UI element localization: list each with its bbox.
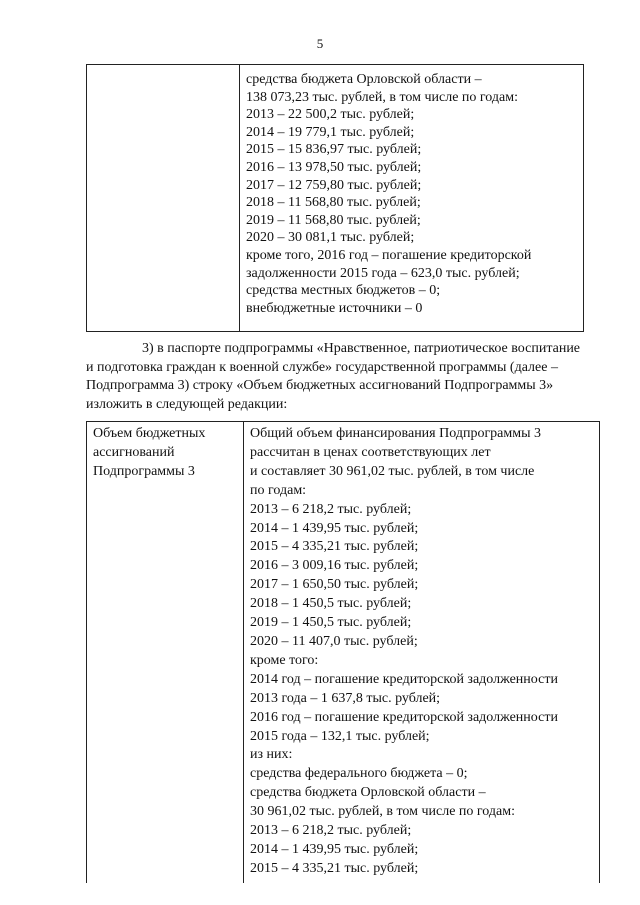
table2-label-line: ассигнований [93,444,175,460]
table1-text-line: внебюджетные источники – 0 [246,300,423,316]
budget-table-continued [86,64,584,332]
table1-text-line: 2020 – 30 081,1 тыс. рублей; [246,230,415,246]
table2-text-line: 2013 – 6 218,2 тыс. рублей; [250,501,412,517]
table2-right-lines [244,422,599,883]
table2-text-line: средства бюджета Орловской области – [250,785,486,801]
table2-right-cell [244,422,600,883]
table1-text-line: задолженности 2015 года – 623,0 тыс. рублей; [246,265,520,281]
amendment-paragraph [86,340,600,414]
table2-text-line: 2017 – 1 650,50 тыс. рублей; [250,577,419,593]
table2-text-line: 30 961,02 тыс. рублей, в том числе по годам: [250,804,515,820]
table2-text-line: 2013 года – 1 637,8 тыс. рублей; [250,690,441,706]
table2-text-line: кроме того: [250,652,319,668]
table1-text-line: 2013 – 22 500,2 тыс. рублей; [246,107,415,123]
table2-text-line: из них: [250,747,293,763]
table1-text-line: 2019 – 11 568,80 тыс. рублей; [246,212,421,228]
paragraph-line: и подготовка граждан к военной службе» государственной программы (далее – [86,359,558,375]
table2-text-line: рассчитан в ценах соответствующих лет [250,444,491,460]
table2-left-lines [87,422,243,486]
table1-right-cell [240,65,584,332]
table2-text-line: 2019 – 1 450,5 тыс. рублей; [250,615,412,631]
table1-text-line: 2018 – 11 568,80 тыс. рублей; [246,195,421,211]
table1-text-line: средства бюджета Орловской области – [246,72,482,87]
table1-text-line: 2015 – 15 836,97 тыс. рублей; [246,142,422,158]
table1-text-line: 2017 – 12 759,80 тыс. рублей; [246,177,422,193]
table2-text-line: 2014 год – погашение кредиторской задолженности [250,671,558,687]
table2-text-line: 2013 – 6 218,2 тыс. рублей; [250,823,412,839]
table1-text-line: 2016 – 13 978,50 тыс. рублей; [246,159,422,175]
paragraph-line: Подпрограмма 3) строку «Объем бюджетных ассигнований Подпрограммы 3» [86,378,554,394]
table2-text-line: 2015 – 4 335,21 тыс. рублей; [250,539,419,555]
page-number: 5 [316,36,324,51]
table2-label-line: Объем бюджетных [93,426,206,441]
paragraph-line: изложить в следующей редакции: [86,396,288,412]
subprogram3-budget-table [86,421,600,883]
table2-text-line: 2018 – 1 450,5 тыс. рублей; [250,596,412,612]
table2-left-cell [87,422,244,883]
table2-text-line: 2014 – 1 439,95 тыс. рублей; [250,841,419,857]
table1-text-line: 138 073,23 тыс. рублей, в том числе по годам: [246,89,518,105]
table2-text-line: 2015 года – 132,1 тыс. рублей; [250,728,430,744]
table2-text-line: 2014 – 1 439,95 тыс. рублей; [250,520,419,536]
table2-text-line: 2016 год – погашение кредиторской задолженности [250,709,558,725]
table2-text-line: средства федерального бюджета – 0; [250,766,468,782]
table2-text-line: 2015 – 4 335,21 тыс. рублей; [250,860,419,876]
table2-text-line: 2016 – 3 009,16 тыс. рублей; [250,558,419,574]
table1-right-lines [240,65,583,321]
table2-text-line: по годам: [250,482,307,498]
table1-text-line: средства местных бюджетов – 0; [246,283,441,299]
table2-text-line: и составляет 30 961,02 тыс. рублей, в том числе [250,463,535,479]
paragraph-line: 3) в паспорте подпрограммы «Нравственное, патриотическое воспитание [142,341,581,356]
table2-label-line: Подпрограммы 3 [93,463,195,479]
table2-text-line: Общий объем финансирования Подпрограммы 3 [250,426,542,441]
table1-left-cell [87,65,240,332]
table1-text-line: кроме того, 2016 год – погашение кредиторской [246,247,532,263]
table1-text-line: 2014 – 19 779,1 тыс. рублей; [246,124,415,140]
table2-text-line: 2020 – 11 407,0 тыс. рублей; [250,633,418,649]
